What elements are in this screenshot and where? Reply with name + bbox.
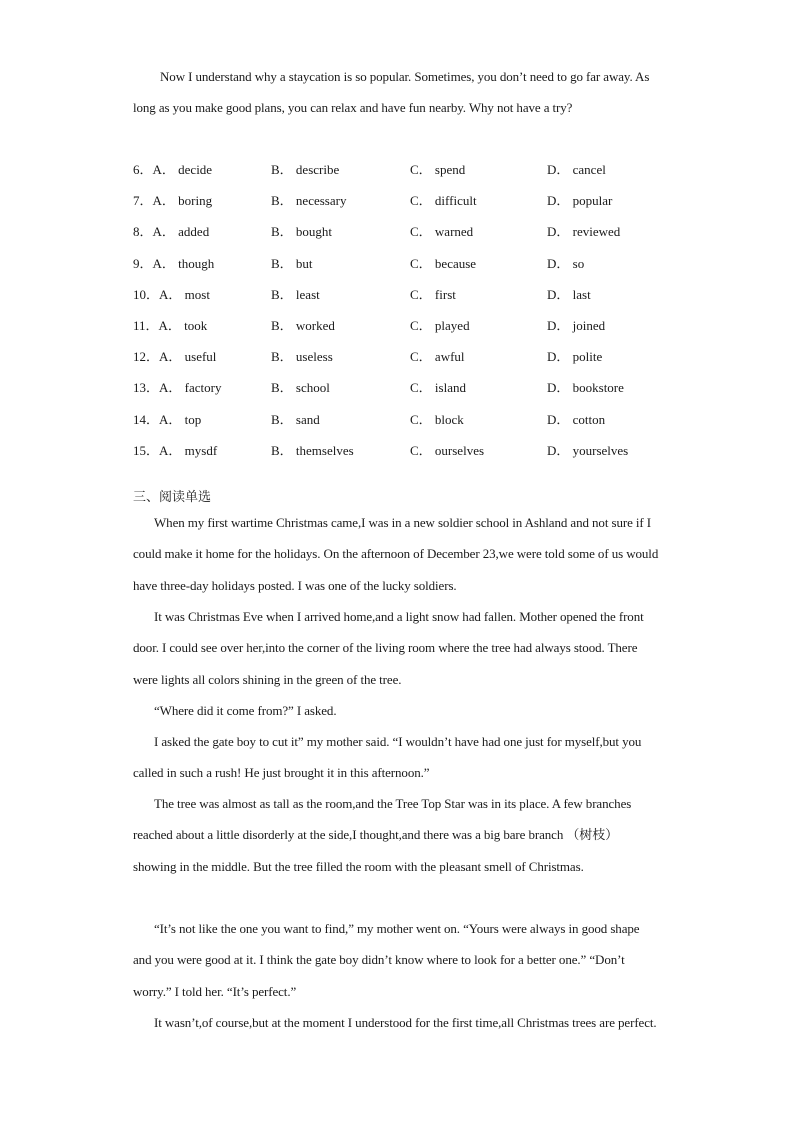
question-7-option-b: B． necessary bbox=[271, 193, 347, 209]
question-14-option-b: B． sand bbox=[271, 411, 320, 427]
question-6-option-d: D． cancel bbox=[547, 162, 606, 177]
question-12-option-a: 12．A． useful bbox=[133, 349, 217, 365]
question-12-option-d: D． polite bbox=[547, 349, 603, 365]
reading-paragraph-6: “It’s not like the one you want to find,” my mother went on. “Yours were always in good shape and you were good at it. I think the gate boy didn’t know where to look for a better one.” “Don’t worry.” I told her. “It’s perfect.” bbox=[133, 921, 640, 999]
reading-paragraph-1: When my first wartime Christmas came,I was in a new soldier school in Ashland and not sure if I could make it home for the holidays. On the afternoon of December 23,we were told some of us would have three-day holidays posted. I was one of the lucky soldiers. bbox=[133, 515, 659, 593]
question-10-option-b: B． least bbox=[271, 286, 320, 302]
question-12-option-c: C． awful bbox=[410, 349, 465, 365]
cloze-options-list bbox=[133, 154, 673, 466]
option-row-10 bbox=[133, 279, 673, 310]
question-15-option-c: C． ourselves bbox=[410, 442, 485, 458]
question-15-option-d: D． yourselves bbox=[547, 442, 629, 458]
question-9-option-d: D． so bbox=[547, 255, 585, 271]
question-12-option-b: B． useless bbox=[271, 349, 333, 365]
question-7-option-c: C． difficult bbox=[410, 193, 477, 209]
question-10-option-a: 10．A． most bbox=[133, 286, 210, 302]
question-6-option-a: 6．A． decide bbox=[133, 162, 213, 177]
option-row-11 bbox=[133, 310, 673, 341]
reading-paragraph-2: It was Christmas Eve when I arrived home,and a light snow had fallen. Mother opened the front door. I could see over her,into the corner of the living room where the tree had always stood. There were lights all colors shining in the green of the tree. bbox=[133, 609, 644, 687]
reading-paragraph-5: The tree was almost as tall as the room,and the Tree Top Star was in its place. A few branches reached about a little disorderly at the side,I thought,and there was a big bare branch （树枝） showing in the middle. But the tree filled the room with the pleasant smell of Christmas. bbox=[133, 796, 632, 874]
question-9-option-a: 9．A． though bbox=[133, 255, 215, 271]
question-10-option-d: D． last bbox=[547, 286, 591, 302]
option-row-8 bbox=[133, 216, 673, 247]
reading-paragraph-4: I asked the gate boy to cut it” my mother said. “I wouldn’t have had one just for myself,but you called in such a rush! He just brought it in this afternoon.” bbox=[133, 734, 642, 781]
question-6-option-c: C． spend bbox=[410, 162, 466, 177]
passage-closing-paragraph: Now I understand why a staycation is so popular. Sometimes, you don’t need to go far away. As long as you make good plans, you can relax and have fun nearby. Why not have a try? bbox=[133, 69, 650, 116]
question-14-option-d: D． cotton bbox=[547, 411, 606, 427]
question-8-option-d: D． reviewed bbox=[547, 224, 621, 240]
question-13-option-a: 13．A． factory bbox=[133, 380, 222, 396]
reading-paragraph-7: It wasn’t,of course,but at the moment I understood for the first time,all Christmas trees are perfect. bbox=[154, 1015, 657, 1030]
question-10-option-c: C． first bbox=[410, 286, 456, 302]
question-11-option-c: C． played bbox=[410, 317, 470, 333]
option-row-6 bbox=[133, 154, 673, 185]
question-15-option-a: 15．A． mysdf bbox=[133, 442, 218, 458]
option-row-13 bbox=[133, 372, 673, 403]
question-11-option-b: B． worked bbox=[271, 317, 335, 333]
question-8-option-b: B． bought bbox=[271, 224, 333, 240]
question-8-option-a: 8．A． added bbox=[133, 224, 210, 240]
option-row-12 bbox=[133, 341, 673, 372]
option-row-15 bbox=[133, 435, 673, 466]
option-row-7 bbox=[133, 185, 673, 216]
question-11-option-a: 11．A． took bbox=[133, 317, 208, 333]
question-13-option-d: D． bookstore bbox=[547, 380, 624, 396]
section-title-reading: 三、阅读单选 bbox=[133, 490, 212, 505]
question-14-option-a: 14．A． top bbox=[133, 411, 202, 427]
question-13-option-c: C． island bbox=[410, 380, 466, 396]
option-row-14 bbox=[133, 404, 673, 435]
question-9-option-b: B． but bbox=[271, 255, 313, 271]
question-9-option-c: C． because bbox=[410, 255, 477, 271]
reading-paragraph-3: “Where did it come from?” I asked. bbox=[154, 703, 337, 718]
option-row-9 bbox=[133, 248, 673, 279]
question-6-option-b: B． describe bbox=[271, 162, 340, 177]
question-8-option-c: C． warned bbox=[410, 224, 474, 240]
question-15-option-b: B． themselves bbox=[271, 442, 354, 458]
question-13-option-b: B． school bbox=[271, 380, 330, 396]
question-7-option-a: 7．A． boring bbox=[133, 193, 213, 209]
question-7-option-d: D． popular bbox=[547, 193, 613, 209]
question-14-option-c: C． block bbox=[410, 411, 464, 427]
question-11-option-d: D． joined bbox=[547, 317, 606, 333]
